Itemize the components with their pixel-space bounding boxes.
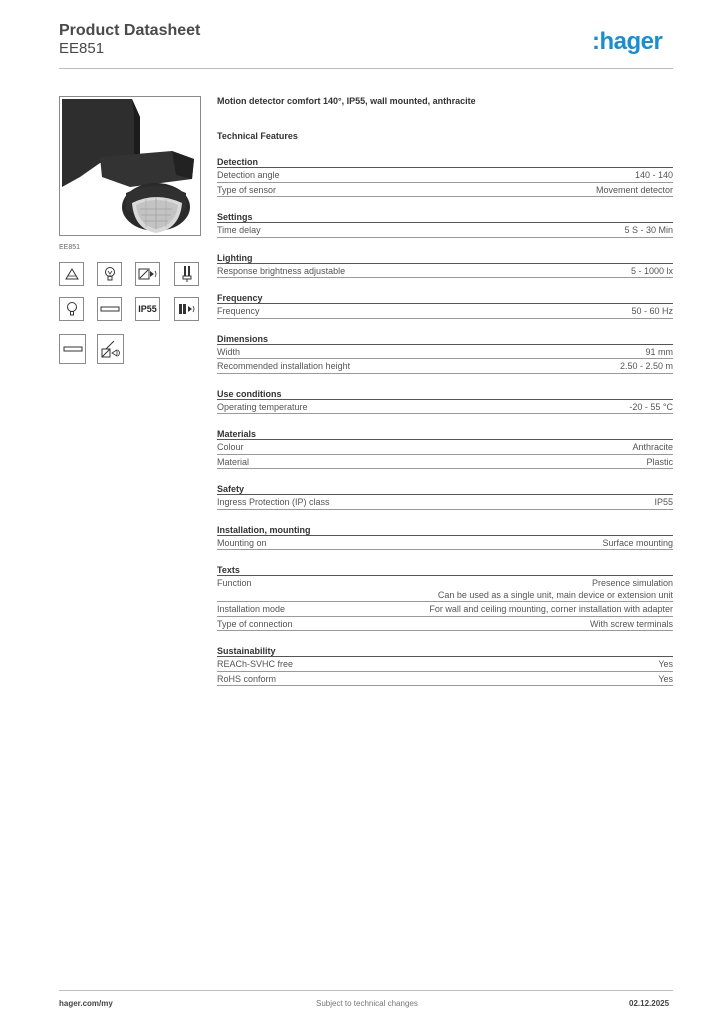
- feature-row: [217, 455, 673, 470]
- feature-value: [658, 658, 673, 670]
- feature-row: [217, 359, 673, 374]
- feature-value: [658, 673, 673, 685]
- feature-value-line: 140 - 140: [634, 170, 673, 180]
- feature-row: [217, 264, 673, 279]
- ip-rating-label: IP55: [138, 304, 157, 314]
- feature-row: [217, 168, 673, 183]
- feature-row: [217, 223, 673, 238]
- feature-row: [217, 345, 673, 360]
- feature-label: Width: [217, 346, 241, 357]
- linear-lamp-icon: [59, 334, 86, 364]
- section-title: Texts: [217, 564, 673, 576]
- footer-divider: [59, 990, 673, 991]
- feature-row: [217, 304, 673, 319]
- product-code: EE851: [59, 40, 105, 57]
- feature-value: [635, 169, 673, 181]
- feature-value: [654, 496, 673, 508]
- feature-value-line: 5 - 1000 lx: [630, 265, 673, 276]
- feature-value: [590, 618, 673, 630]
- feature-value: [596, 184, 673, 196]
- feature-value-line: Can be used as a single unit, main device or extension unit: [437, 590, 673, 600]
- feature-label: RoHS conform: [217, 673, 277, 684]
- feature-value: [631, 305, 673, 317]
- feature-label: Recommended installation height: [217, 361, 351, 371]
- feature-label: Ingress Protection (IP) class: [217, 497, 330, 507]
- feature-value-line: For wall and ceiling mounting, corner installation with adapter: [429, 604, 673, 614]
- feature-sections: [217, 156, 673, 686]
- feature-section: [217, 524, 673, 551]
- feature-value-line: Plastic: [646, 456, 673, 467]
- feature-value-line: 2.50 - 2.50 m: [619, 361, 673, 371]
- feature-value-line: Movement detector: [595, 184, 673, 195]
- feature-row: [217, 536, 673, 551]
- feature-value-line: Surface mounting: [602, 537, 673, 548]
- feature-value-line: -20 - 55 °C: [629, 401, 673, 412]
- feature-section: [217, 333, 673, 374]
- feature-label: REACh-SVHC free: [217, 659, 294, 669]
- feature-section: [217, 156, 673, 197]
- feature-row: [217, 400, 673, 415]
- feature-value: [631, 265, 673, 277]
- footer-website: hager.com/my: [59, 999, 113, 1008]
- tube-lamp-icon: [97, 297, 122, 321]
- feature-label: Operating temperature: [217, 401, 308, 412]
- feature-label: Frequency: [217, 306, 260, 316]
- feature-row: [217, 617, 673, 632]
- image-caption: EE851: [59, 244, 81, 251]
- technical-data: [217, 95, 673, 686]
- feature-value: [602, 537, 673, 549]
- feature-value: [629, 401, 673, 413]
- feature-label: Mounting on: [217, 537, 267, 548]
- feature-label: Time delay: [217, 225, 261, 235]
- feature-label: Installation mode: [217, 604, 286, 614]
- feature-label: Type of connection: [217, 618, 293, 629]
- feature-value-line: 5 S - 30 Min: [624, 225, 673, 235]
- feature-section: [217, 252, 673, 279]
- footer-date: 02.12.2025: [629, 999, 670, 1008]
- section-title: Dimensions: [217, 333, 673, 345]
- feature-value-line: Yes: [658, 659, 673, 669]
- motion-detector-illustration: [60, 97, 200, 235]
- feature-value-line: With screw terminals: [589, 618, 673, 629]
- motion-sensor-icon: [135, 262, 160, 286]
- feature-section: [217, 428, 673, 469]
- feature-row: [217, 657, 673, 672]
- section-title: Detection: [217, 156, 673, 168]
- feature-section: [217, 388, 673, 415]
- section-title: Materials: [217, 428, 673, 440]
- feature-label: Function: [217, 578, 252, 588]
- feature-section: [217, 645, 673, 686]
- feature-value: [632, 441, 673, 453]
- feature-row: [217, 602, 673, 617]
- section-title: Lighting: [217, 252, 673, 264]
- feature-row: [217, 576, 673, 602]
- page-title: Product Datasheet: [59, 22, 201, 39]
- detector-mount-icon: [97, 334, 124, 364]
- feature-value: [645, 346, 673, 358]
- feature-value-line: 91 mm: [645, 346, 673, 357]
- footer-notice: Subject to technical changes: [316, 999, 418, 1008]
- fluorescent-lamp-icon: [174, 262, 199, 286]
- feature-value-line: Anthracite: [632, 442, 673, 452]
- feature-row: [217, 440, 673, 455]
- technical-features-heading: Technical Features: [217, 131, 298, 141]
- feature-row: [217, 183, 673, 198]
- feature-label: Detection angle: [217, 170, 280, 180]
- warning-triangle-icon: [59, 262, 84, 286]
- feature-value: [620, 360, 673, 372]
- section-title: Installation, mounting: [217, 524, 673, 536]
- hager-logo: :hager: [592, 28, 663, 55]
- feature-label: Colour: [217, 442, 244, 452]
- bulb-icon: [97, 262, 122, 286]
- feature-section: [217, 211, 673, 238]
- product-image: [59, 96, 201, 236]
- feature-section: [217, 292, 673, 319]
- bulb-outline-icon: [59, 297, 84, 321]
- ip-rating-icon: [135, 297, 160, 321]
- feature-label: Response brightness adjustable: [217, 265, 346, 276]
- feature-label: Type of sensor: [217, 184, 277, 195]
- product-description: Motion detector comfort 140°, IP55, wall mounted, anthracite: [217, 96, 476, 106]
- led-icon: [174, 297, 199, 321]
- section-title: Frequency: [217, 292, 673, 304]
- feature-section: [217, 564, 673, 631]
- feature-value-line: 50 - 60 Hz: [631, 306, 673, 316]
- section-title: Use conditions: [217, 388, 673, 400]
- feature-label: Material: [217, 456, 250, 467]
- feature-value-line: Presence simulation: [591, 578, 673, 588]
- feature-value: [646, 456, 673, 468]
- feature-value: [429, 603, 673, 615]
- feature-value: [438, 577, 673, 601]
- section-title: Safety: [217, 483, 673, 495]
- feature-row: [217, 495, 673, 510]
- feature-value-line: Yes: [658, 673, 673, 684]
- feature-value-line: IP55: [654, 497, 673, 507]
- section-title: Sustainability: [217, 645, 673, 657]
- feature-value: [624, 224, 673, 236]
- feature-section: [217, 483, 673, 510]
- section-title: Settings: [217, 211, 673, 223]
- feature-row: [217, 672, 673, 687]
- header-divider: [59, 68, 673, 69]
